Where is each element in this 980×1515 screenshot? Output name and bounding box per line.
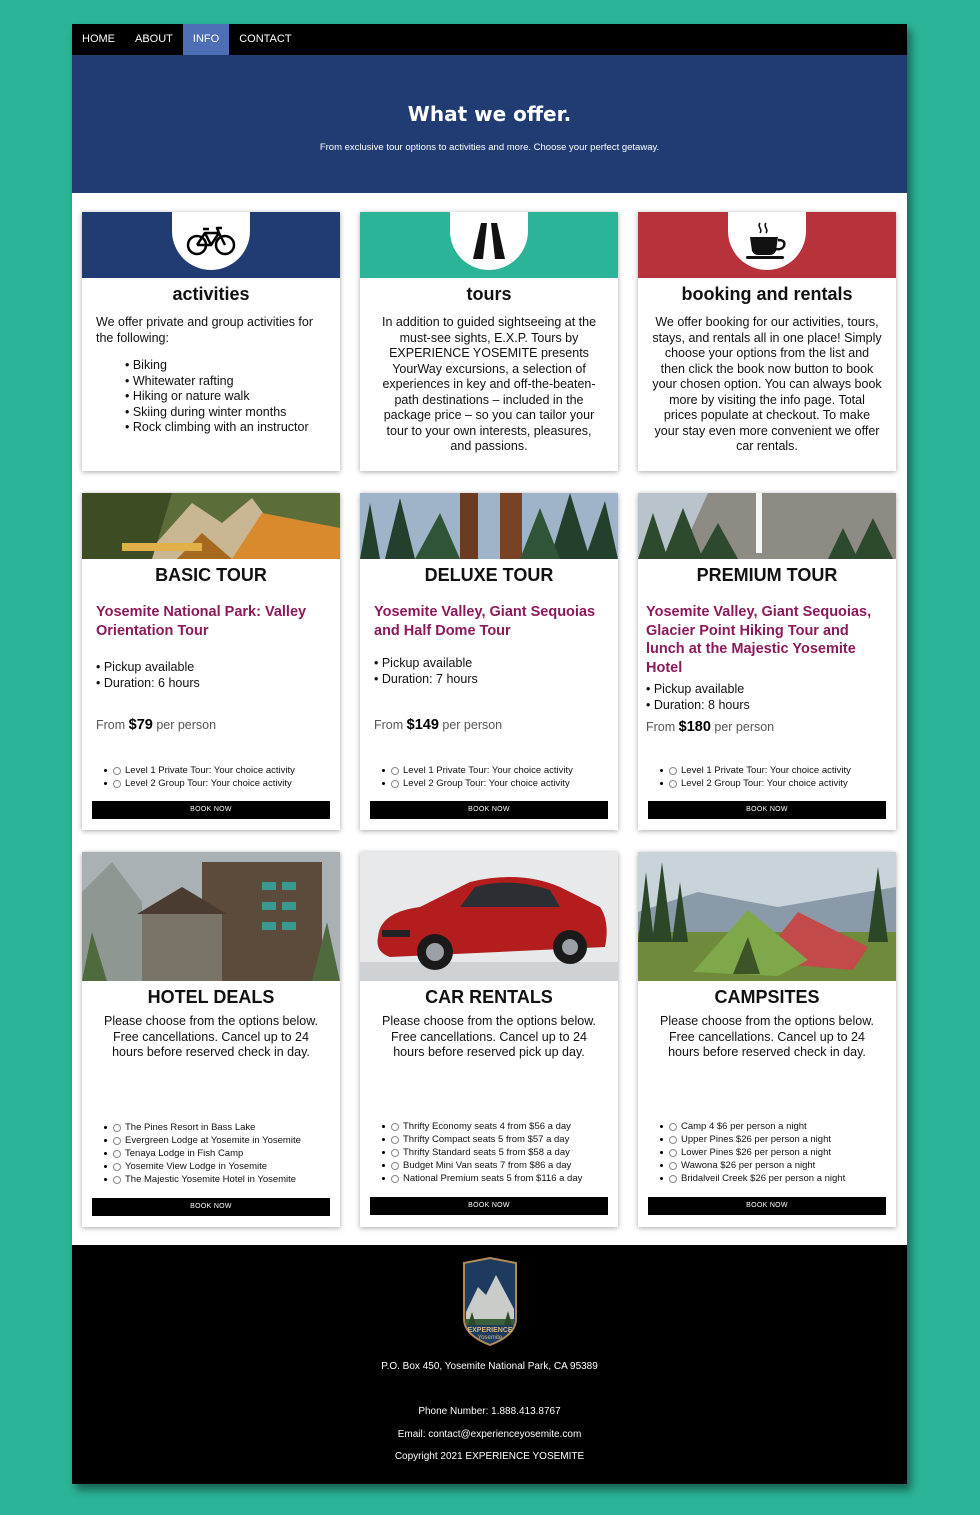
radio-button[interactable] bbox=[669, 1162, 677, 1170]
booking-icon-circle bbox=[728, 212, 806, 270]
deal-option[interactable] bbox=[104, 1160, 301, 1173]
radio-button[interactable] bbox=[669, 767, 677, 775]
option-label: Lower Pines $26 per person a night bbox=[681, 1147, 831, 1158]
tour-subtitle: Yosemite National Park: Valley Orientation Tour bbox=[96, 604, 307, 639]
book-now-button[interactable]: BOOK NOW bbox=[370, 801, 608, 819]
tour-option[interactable] bbox=[660, 764, 851, 777]
bullet-dot bbox=[104, 1126, 107, 1129]
book-now-button[interactable]: BOOK NOW bbox=[92, 801, 330, 819]
radio-button[interactable] bbox=[669, 1175, 677, 1183]
footer-copyright: Copyright 2021 EXPERIENCE YOSEMITE bbox=[394, 1451, 585, 1462]
deal-option[interactable] bbox=[660, 1133, 845, 1146]
book-now-button[interactable]: BOOK NOW bbox=[648, 801, 886, 819]
bullet-dot bbox=[382, 769, 385, 772]
activities-icon-circle bbox=[172, 212, 250, 270]
radio-button[interactable] bbox=[669, 1123, 677, 1131]
option-label: Budget Mini Van seats 7 from $86 a day bbox=[403, 1160, 572, 1171]
radio-button[interactable] bbox=[669, 1149, 677, 1157]
activities-band bbox=[82, 212, 340, 278]
hero-subtitle: From exclusive tour options to activities and more. Choose your perfect getaway. bbox=[319, 142, 660, 153]
option-label: Yosemite View Lodge in Yosemite bbox=[125, 1161, 268, 1172]
bullet-dot bbox=[104, 782, 107, 785]
price-prefix: From bbox=[374, 718, 407, 732]
radio-button[interactable] bbox=[113, 1124, 121, 1132]
hero-banner bbox=[72, 55, 907, 193]
bullet-dot bbox=[660, 769, 663, 772]
road-icon bbox=[469, 221, 509, 261]
tour-option[interactable] bbox=[104, 764, 295, 777]
option-label: Evergreen Lodge at Yosemite in Yosemite bbox=[125, 1135, 301, 1146]
list-item: • Pickup available bbox=[96, 660, 195, 674]
bullet-dot bbox=[382, 1125, 385, 1128]
car-rentals-card bbox=[360, 852, 618, 1227]
tour-features bbox=[82, 659, 340, 691]
bullet-dot bbox=[660, 1125, 663, 1128]
activities-list bbox=[125, 358, 340, 436]
deal-title: HOTEL DEALS bbox=[147, 987, 275, 1007]
bullet-dot bbox=[382, 1164, 385, 1167]
experience-yosemite-logo bbox=[460, 1257, 520, 1350]
option-label: Tenaya Lodge in Fish Camp bbox=[125, 1148, 244, 1159]
bullet-dot bbox=[104, 769, 107, 772]
option-label: Thrifty Standard seats 5 from $58 a day bbox=[403, 1147, 570, 1158]
price-prefix: From bbox=[96, 718, 129, 732]
bullet-dot bbox=[104, 1152, 107, 1155]
price-value: $180 bbox=[678, 719, 711, 735]
list-item: • Skiing during winter months bbox=[125, 404, 287, 419]
deal-option[interactable] bbox=[660, 1146, 845, 1159]
radio-button[interactable] bbox=[113, 1176, 121, 1184]
booking-card bbox=[638, 212, 896, 471]
radio-button[interactable] bbox=[391, 1175, 399, 1183]
bullet-dot bbox=[382, 1138, 385, 1141]
bullet-dot bbox=[104, 1165, 107, 1168]
book-now-button[interactable]: BOOK NOW bbox=[648, 1197, 886, 1215]
activities-intro: We offer private and group activities for the following: bbox=[96, 315, 314, 345]
option-label: Level 2 Group Tour: Your choice activity bbox=[125, 778, 292, 789]
bullet-dot bbox=[660, 1177, 663, 1180]
deal-option[interactable] bbox=[382, 1159, 582, 1172]
campsites-card bbox=[638, 852, 896, 1227]
bullet-dot bbox=[660, 782, 663, 785]
option-label: Bridalveil Creek $26 per person a night bbox=[681, 1173, 846, 1184]
deal-text: Please choose from the options below. Free cancellations. Cancel up to 24 hours before reserved check in day. bbox=[659, 1014, 875, 1059]
list-item: • Pickup available bbox=[646, 682, 745, 696]
deal-option[interactable] bbox=[382, 1133, 582, 1146]
nav-about[interactable]: ABOUT bbox=[135, 33, 173, 45]
radio-button[interactable] bbox=[669, 1136, 677, 1144]
option-label: The Majestic Yosemite Hotel in Yosemite bbox=[125, 1174, 297, 1185]
coffee-cup-icon bbox=[744, 221, 790, 261]
tour-option[interactable] bbox=[660, 777, 851, 790]
bullet-dot bbox=[660, 1164, 663, 1167]
tour-options bbox=[82, 764, 295, 790]
tour-title: BASIC TOUR bbox=[155, 565, 267, 585]
tour-price bbox=[638, 719, 896, 735]
bicycle-icon bbox=[186, 225, 236, 257]
radio-button[interactable] bbox=[391, 1162, 399, 1170]
radio-button[interactable] bbox=[113, 767, 121, 775]
price-suffix: per person bbox=[438, 718, 503, 732]
nav-home[interactable]: HOME bbox=[82, 33, 115, 45]
tours-card bbox=[360, 212, 618, 471]
option-label: Camp 4 $6 per person a night bbox=[681, 1121, 807, 1132]
deal-option[interactable] bbox=[660, 1159, 845, 1172]
option-label: Level 2 Group Tour: Your choice activity bbox=[681, 778, 848, 789]
footer-email[interactable]: Email: contact@experienceyosemite.com bbox=[397, 1429, 582, 1440]
tour-option[interactable] bbox=[382, 777, 573, 790]
car-image bbox=[360, 852, 618, 981]
deal-option[interactable] bbox=[104, 1121, 301, 1134]
logo-text-yosemite: Yosemite bbox=[477, 1335, 503, 1341]
hotel-image bbox=[82, 852, 340, 981]
deal-text: Please choose from the options below. Free cancellations. Cancel up to 24 hours before reserved check in day. bbox=[103, 1014, 319, 1059]
deal-option[interactable] bbox=[104, 1147, 301, 1160]
tour-features bbox=[360, 655, 618, 687]
bullet-dot bbox=[104, 1178, 107, 1181]
bullet-dot bbox=[660, 1138, 663, 1141]
premium-tour-card bbox=[638, 493, 896, 830]
activities-title: activities bbox=[172, 284, 250, 304]
footer bbox=[72, 1245, 907, 1484]
logo-text-experience: EXPERIENCE bbox=[467, 1327, 513, 1334]
tour-features bbox=[638, 681, 896, 713]
list-item: • Duration: 8 hours bbox=[646, 698, 750, 712]
radio-button[interactable] bbox=[391, 1123, 399, 1131]
list-item: • Hiking or nature walk bbox=[125, 389, 250, 403]
booking-title: booking and rentals bbox=[681, 284, 853, 304]
list-item: • Duration: 6 hours bbox=[96, 676, 200, 690]
radio-button[interactable] bbox=[391, 1136, 399, 1144]
footer-phone: Phone Number: 1.888.413.8767 bbox=[418, 1406, 561, 1417]
page bbox=[72, 24, 907, 1484]
option-label: National Premium seats 5 from $116 a day bbox=[403, 1173, 583, 1184]
radio-button[interactable] bbox=[113, 1163, 121, 1171]
list-item: • Rock climbing with an instructor bbox=[125, 420, 309, 434]
premium-tour-image bbox=[638, 493, 896, 559]
option-label: Upper Pines $26 per person a night bbox=[681, 1134, 831, 1145]
option-label: The Pines Resort in Bass Lake bbox=[125, 1122, 256, 1133]
radio-button[interactable] bbox=[391, 1149, 399, 1157]
hotel-deals-card bbox=[82, 852, 340, 1227]
bullet-dot bbox=[382, 1177, 385, 1180]
footer-address: P.O. Box 450, Yosemite National Park, CA 95389 bbox=[381, 1361, 598, 1372]
tour-options bbox=[360, 764, 573, 790]
radio-button[interactable] bbox=[391, 767, 399, 775]
deal-title: CAMPSITES bbox=[714, 987, 820, 1007]
deluxe-tour-image bbox=[360, 493, 618, 559]
list-item: • Whitewater rafting bbox=[125, 373, 234, 388]
radio-button[interactable] bbox=[113, 1150, 121, 1158]
deal-option[interactable] bbox=[104, 1173, 301, 1186]
basic-tour-image bbox=[82, 493, 340, 559]
bullet-dot bbox=[382, 1151, 385, 1154]
bullet-dot bbox=[660, 1151, 663, 1154]
nav-info[interactable]: INFO bbox=[183, 24, 229, 55]
price-suffix: per person bbox=[152, 718, 217, 732]
deal-option[interactable] bbox=[382, 1172, 582, 1185]
price-prefix: From bbox=[646, 720, 679, 734]
top-nav bbox=[72, 24, 907, 55]
deal-options bbox=[360, 1120, 582, 1185]
radio-button[interactable] bbox=[113, 780, 121, 788]
tour-option[interactable] bbox=[104, 777, 295, 790]
book-now-button[interactable]: BOOK NOW bbox=[92, 1198, 330, 1216]
basic-tour-card bbox=[82, 493, 340, 830]
deal-option[interactable] bbox=[382, 1120, 582, 1133]
deal-option[interactable] bbox=[660, 1172, 845, 1185]
tours-title: tours bbox=[466, 284, 512, 304]
tour-price bbox=[360, 717, 618, 733]
book-now-button[interactable]: BOOK NOW bbox=[370, 1197, 608, 1215]
deal-option[interactable] bbox=[104, 1134, 301, 1147]
option-label: Thrifty Economy seats 4 from $56 a day bbox=[403, 1121, 571, 1132]
deal-title: CAR RENTALS bbox=[425, 987, 553, 1007]
tour-title: PREMIUM TOUR bbox=[696, 565, 838, 585]
price-value: $79 bbox=[128, 717, 153, 733]
deal-option[interactable] bbox=[382, 1146, 582, 1159]
option-label: Level 2 Group Tour: Your choice activity bbox=[403, 778, 570, 789]
tour-option[interactable] bbox=[382, 764, 573, 777]
tours-text: In addition to guided sightseeing at the must-see sights, E.X.P. Tours by EXPERIENCE YOSEMITE presents YourWay excursions, a selection of experiences in key and off-the-beaten-path destinations – included in the package price – so you can tailor your tour to your own interests, pleasures, and passions. bbox=[381, 315, 597, 453]
tour-subtitle: Yosemite Valley, Giant Sequoias and Half Dome Tour bbox=[374, 604, 596, 639]
radio-button[interactable] bbox=[391, 780, 399, 788]
bullet-dot bbox=[104, 1139, 107, 1142]
list-item: • Duration: 7 hours bbox=[374, 672, 478, 686]
price-suffix: per person bbox=[710, 720, 775, 734]
nav-contact[interactable]: CONTACT bbox=[239, 33, 292, 45]
option-label: Level 1 Private Tour: Your choice activity bbox=[403, 765, 573, 776]
radio-button[interactable] bbox=[669, 780, 677, 788]
booking-band bbox=[638, 212, 896, 278]
tours-band bbox=[360, 212, 618, 278]
tour-title: DELUXE TOUR bbox=[424, 565, 554, 585]
price-value: $149 bbox=[406, 717, 439, 733]
tour-price bbox=[82, 717, 340, 733]
option-label: Level 1 Private Tour: Your choice activity bbox=[681, 765, 851, 776]
tours-icon-circle bbox=[450, 212, 528, 270]
tour-subtitle: Yosemite Valley, Giant Sequoias, Glacier Point Hiking Tour and lunch at the Majestic Yosemite Hotel bbox=[646, 604, 872, 676]
tour-options bbox=[638, 764, 851, 790]
deal-option[interactable] bbox=[660, 1120, 845, 1133]
activities-card bbox=[82, 212, 340, 471]
option-label: Level 1 Private Tour: Your choice activity bbox=[125, 765, 295, 776]
radio-button[interactable] bbox=[113, 1137, 121, 1145]
hero-title: What we offer. bbox=[407, 102, 572, 126]
bullet-dot bbox=[382, 782, 385, 785]
list-item: • Pickup available bbox=[374, 656, 473, 670]
option-label: Thrifty Compact seats 5 from $57 a day bbox=[403, 1134, 570, 1145]
option-label: Wawona $26 per person a night bbox=[681, 1160, 816, 1171]
list-item: • Biking bbox=[125, 358, 167, 372]
deal-options bbox=[82, 1121, 301, 1186]
booking-text: We offer booking for our activities, tours, stays, and rentals all in one place! Simply choose your options from the list and then click the book now button to book your chosen option. You can always book more by visiting the info page. Total prices populate at checkout. To make your stay even more convenient we offer car rentals. bbox=[652, 315, 882, 453]
deal-text: Please choose from the options below. Free cancellations. Cancel up to 24 hours before reserved pick up day. bbox=[381, 1014, 597, 1059]
deluxe-tour-card bbox=[360, 493, 618, 830]
campsite-image bbox=[638, 852, 896, 981]
deal-options bbox=[638, 1120, 845, 1185]
